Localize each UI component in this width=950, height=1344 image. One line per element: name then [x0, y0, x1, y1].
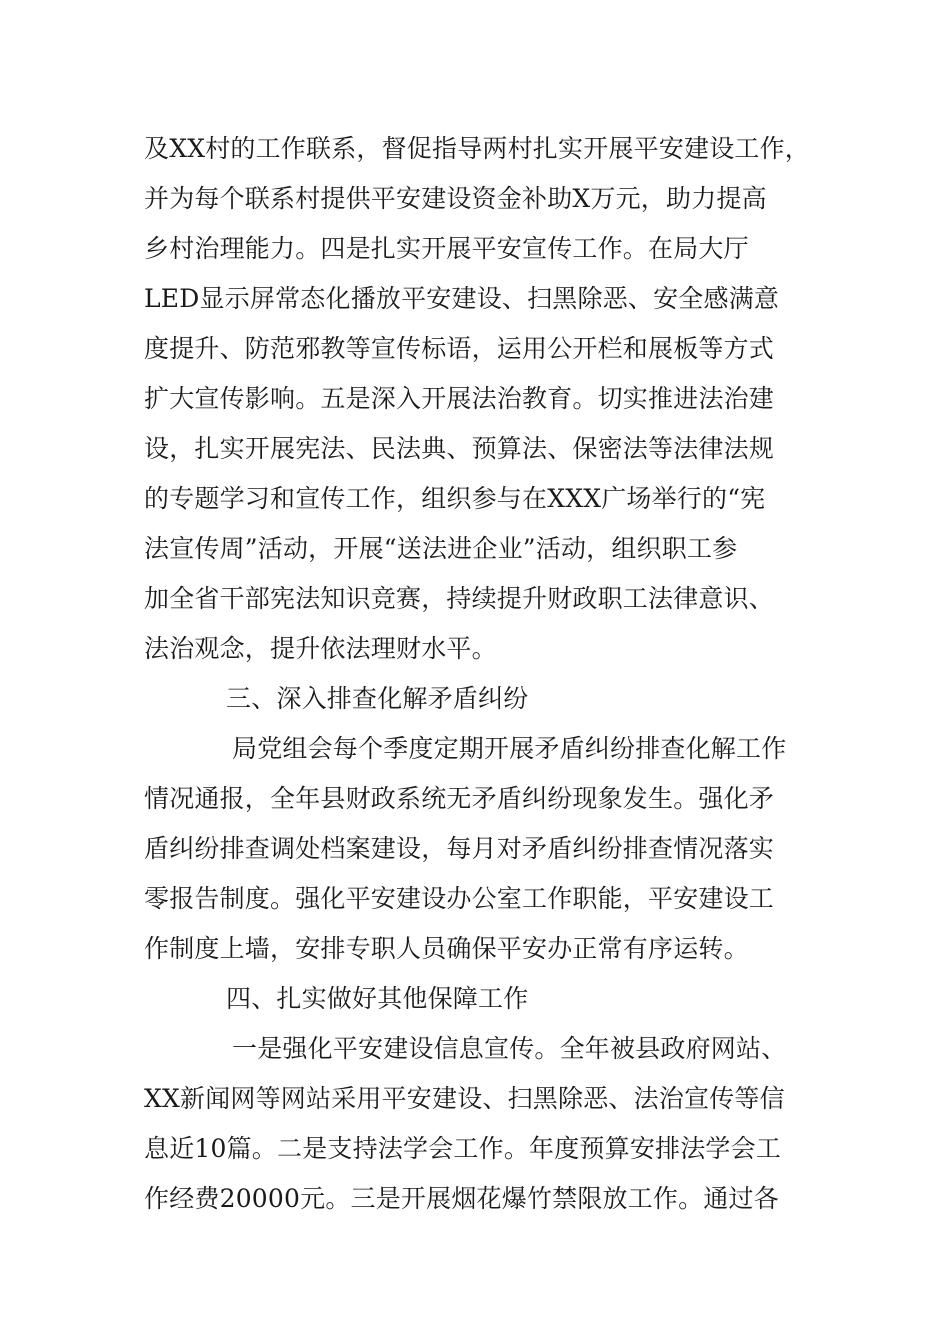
- body-line: 作制度上墙，安排专职人员确保平安办正常有序运转。: [144, 934, 749, 963]
- section-heading: 三、深入排查化解矛盾纠纷: [226, 684, 529, 713]
- body-line: 及XX村的工作联系，督促指导两村扎实开展平安建设工作，: [144, 134, 810, 163]
- body-line: XX新闻网等网站采用平安建设、扫黑除恶、法治宣传等信: [144, 1084, 785, 1113]
- body-line: 加全省干部宪法知识竞赛，持续提升财政职工法律意识、: [144, 584, 775, 613]
- body-line: 一是强化平安建设信息宣传。全年被县政府网站、: [232, 1034, 787, 1063]
- body-line: 情况通报，全年县财政系统无矛盾纠纷现象发生。强化矛: [144, 784, 775, 813]
- body-line: 局党组会每个季度定期开展矛盾纠纷排查化解工作: [232, 734, 787, 763]
- body-line: 扩大宣传影响。五是深入开展法治教育。切实推进法治建: [144, 384, 775, 413]
- body-line: LED显示屏常态化播放平安建设、扫黑除恶、安全感满意: [144, 284, 780, 313]
- body-line: 度提升、防范邪教等宣传标语，运用公开栏和展板等方式: [144, 334, 775, 363]
- body-line: 作经费20000元。三是开展烟花爆竹禁限放工作。通过各: [144, 1184, 779, 1213]
- body-line: 乡村治理能力。四是扎实开展平安宣传工作。在局大厅: [144, 234, 749, 263]
- body-line: 息近10篇。二是支持法学会工作。年度预算安排法学会工: [144, 1134, 782, 1163]
- section-heading: 四、扎实做好其他保障工作: [226, 984, 529, 1013]
- body-line: 法治观念，提升依法理财水平。: [144, 634, 497, 663]
- body-line: 盾纠纷排查调处档案建设，每月对矛盾纠纷排查情况落实: [144, 834, 775, 863]
- body-line: 设，扎实开展宪法、民法典、预算法、保密法等法律法规: [144, 434, 775, 463]
- body-line: 的专题学习和宣传工作，组织参与在XXX广场举行的“宪: [144, 484, 766, 513]
- body-line: 并为每个联系村提供平安建设资金补助X万元，助力提高: [144, 184, 767, 213]
- body-line: 法宣传周”活动，开展“送法进企业”活动，组织职工参: [144, 534, 738, 563]
- body-line: 零报告制度。强化平安建设办公室工作职能，平安建设工: [144, 884, 775, 913]
